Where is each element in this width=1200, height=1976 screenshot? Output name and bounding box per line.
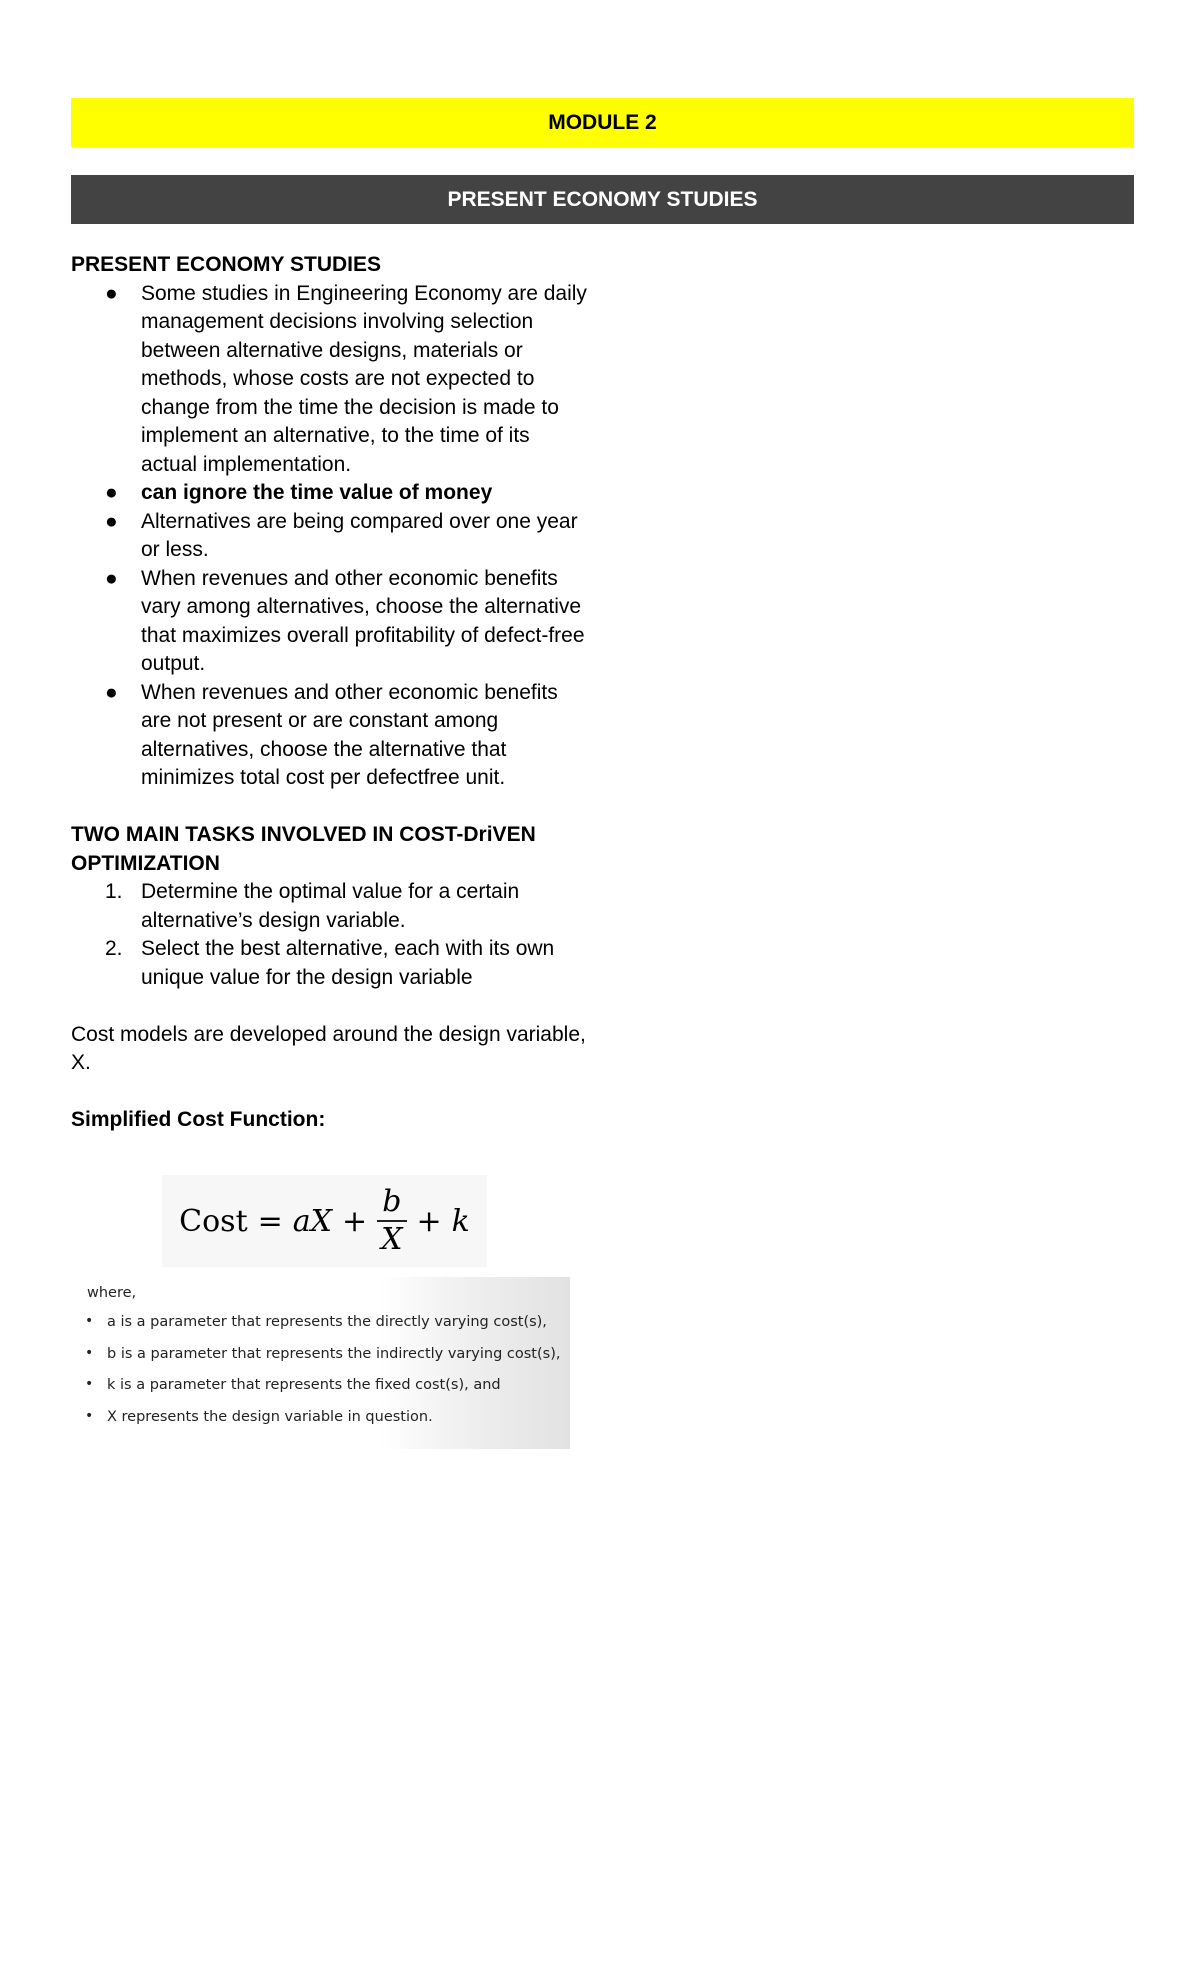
spacer (71, 793, 591, 822)
bullet-text: Some studies in Engineering Economy are daily management decisions involving selection between alternative designs, materials or methods, whose costs are not expected to change from the time the decision is made to implement an alternative, to the time of its actual implementation. (141, 281, 587, 476)
formula-plus: + (416, 1203, 442, 1239)
cost-driven-heading-line2: OPTIMIZATION (71, 851, 220, 875)
list-item (85, 1314, 560, 1346)
bullet-text: Alternatives are being compared over one year or less. (141, 509, 578, 561)
bullet-icon: • (85, 1407, 94, 1424)
bullet-icon: ● (105, 281, 118, 305)
list-item (71, 479, 591, 508)
list-item (71, 935, 591, 992)
fraction-numerator: b (382, 1184, 402, 1219)
definition-text: b is a parameter that represents the indirectly varying cost(s), (107, 1345, 561, 1362)
spacer (71, 992, 591, 1021)
cost-driven-heading-line1: TWO MAIN TASKS INVOLVED IN COST-DriVEN (71, 823, 536, 846)
module-title: MODULE 2 (548, 110, 657, 134)
parameter-definitions-list (85, 1314, 560, 1440)
simplified-cost-heading: Simplified Cost Function: (71, 1108, 326, 1131)
section-title-bar (71, 175, 1134, 224)
parameter-definitions-image (71, 1277, 570, 1449)
bullet-icon: • (85, 1376, 94, 1392)
list-item (85, 1409, 560, 1441)
list-item (71, 679, 591, 793)
bullet-icon: ● (105, 566, 118, 590)
bullet-text: When revenues and other economic benefits vary among alternatives, choose the alternative that maximizes overall profitability of defect-free output. (141, 566, 585, 675)
list-item (85, 1346, 560, 1378)
list-item (71, 878, 591, 935)
list-item (71, 280, 591, 480)
cost-driven-steps-list (71, 878, 591, 992)
definition-text: X represents the design variable in question. (107, 1408, 433, 1425)
cost-driven-heading (71, 821, 591, 878)
where-label: where, (87, 1285, 137, 1301)
step-number: 2. (105, 937, 123, 960)
bullet-text: can ignore the time value of money (141, 481, 493, 504)
cost-formula (179, 1184, 470, 1257)
bullet-icon: • (85, 1313, 94, 1329)
formula-term-ax: aX (292, 1203, 333, 1239)
spacer (71, 1078, 591, 1107)
fraction-denominator: X (377, 1220, 406, 1255)
formula-term-k: k (451, 1203, 470, 1239)
list-item (71, 565, 591, 679)
step-text: Select the best alternative, each with its own unique value for the design variable (141, 937, 555, 989)
cost-formula-image (162, 1175, 487, 1267)
present-economy-heading: PRESENT ECONOMY STUDIES (71, 253, 381, 276)
bullet-icon: • (85, 1344, 94, 1361)
formula-equals: = (257, 1203, 283, 1239)
present-economy-bullet-list (71, 280, 591, 793)
section-title: PRESENT ECONOMY STUDIES (447, 187, 758, 211)
step-text: Determine the optimal value for a certain alternative’s design variable. (141, 880, 520, 932)
definition-text: k is a parameter that represents the fixed cost(s), and (107, 1377, 501, 1393)
formula-lhs: Cost (179, 1203, 248, 1239)
bullet-icon: ● (105, 680, 118, 704)
bullet-icon: ● (105, 481, 118, 504)
module-title-bar (71, 98, 1134, 147)
list-item (71, 508, 591, 565)
bullet-text: When revenues and other economic benefits are not present or are constant among alternatives, choose the alternative that minimizes total cost per defectfree unit. (141, 680, 558, 789)
step-number: 1. (105, 880, 123, 903)
formula-fraction (377, 1184, 406, 1257)
formula-plus: + (342, 1203, 368, 1239)
list-item (85, 1377, 560, 1409)
bullet-icon: ● (105, 509, 118, 533)
main-content (71, 251, 591, 1135)
cost-models-paragraph: Cost models are developed around the design variable, X. (71, 1022, 586, 1074)
definition-text: a is a parameter that represents the directly varying cost(s), (107, 1314, 547, 1330)
